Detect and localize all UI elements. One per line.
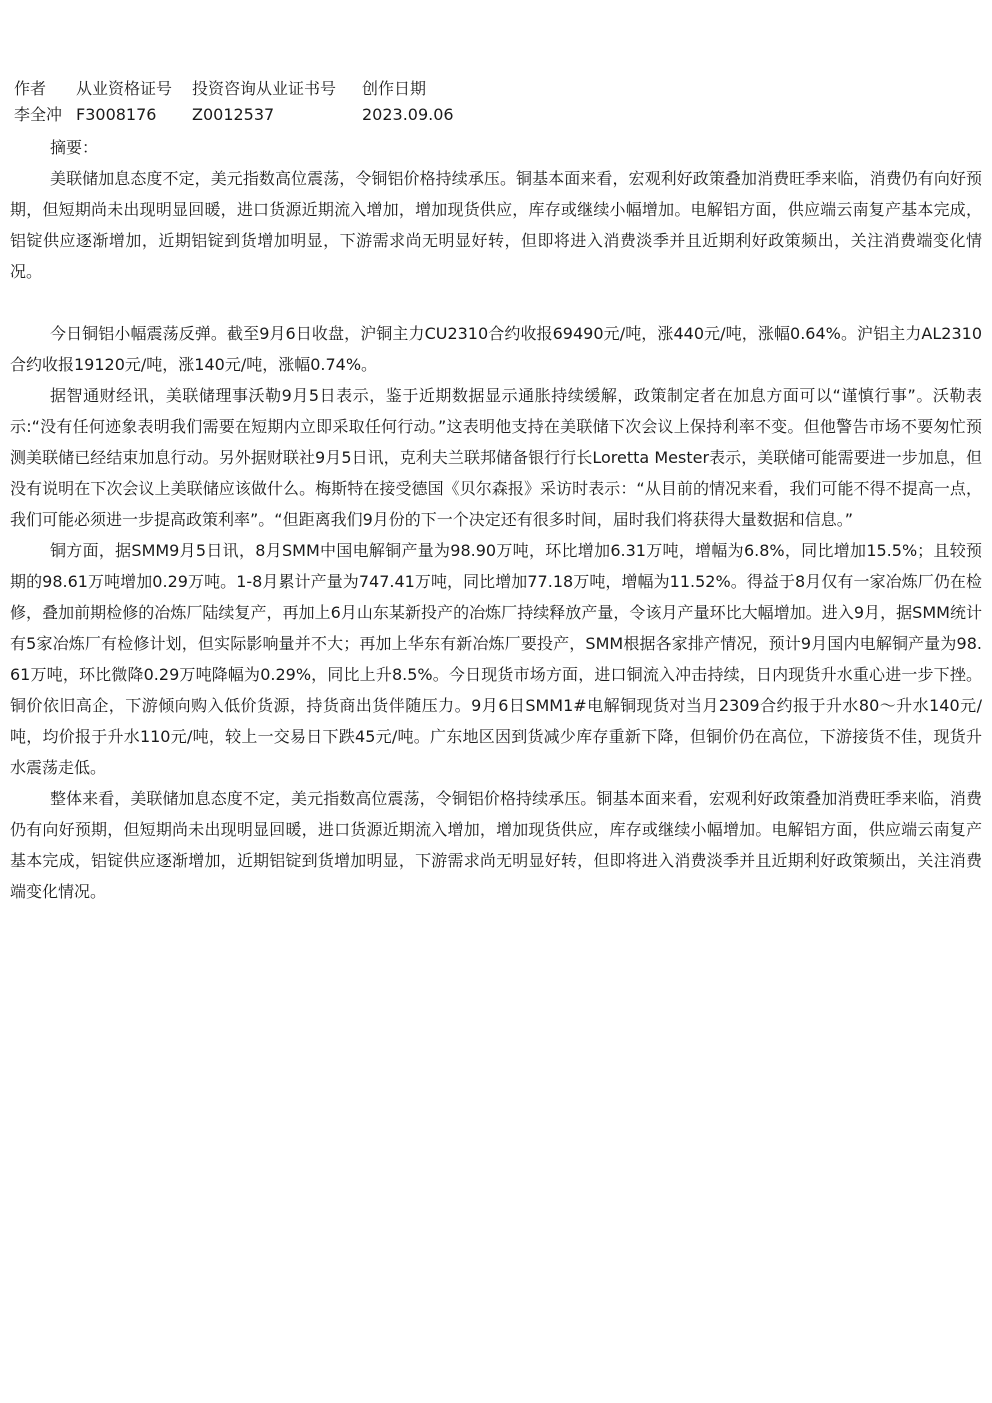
author-label: 作者	[14, 79, 47, 98]
qualification-number: F3008176	[76, 105, 157, 124]
advisory-certificate-label: 投资咨询从业证书号	[192, 79, 337, 98]
paragraph-spacer	[10, 287, 982, 318]
copper-paragraph: 铜方面，据SMM9月5日讯，8月SMM中国电解铜产量为98.90万吨，环比增加6.31万吨，增幅为6.8%，同比增加15.5%；且较预期的98.61万吨增加0.29万吨。1-8月累计产量为747.41万吨，同比增加77.18万吨，增幅为11.52%。得益于8月仅有一家冶炼厂仍在检修，叠加前期检修的冶炼厂陆续复产，再加上6月山东某新投产的冶炼厂持续释放产量，令该月产量环比大幅增加。进入9月，据SMM统计有5家冶炼厂有检修计划，但实际影响量并不大；再加上华东有新冶炼厂要投产，SMM根据各家排产情况，预计9月国内电解铜产量为98.61万吨，环比微降0.29万吨降幅为0.29%，同比上升8.5%。今日现货市场方面，进口铜流入冲击持续，日内现货升水重心进一步下挫。铜价依旧高企，下游倾向购入低价货源，持货商出货伴随压力。9月6日SMM1#电解铜现货对当月2309合约报于升水80～升水140元/吨，均价报于升水110元/吨，较上一交易日下跌45元/吨。广东地区因到货减少库存重新下降，但铜价仍在高位，下游接货不佳，现货升水震荡走低。	[10, 541, 982, 777]
summary-paragraph: 美联储加息态度不定，美元指数高位震荡，令铜铝价格持续承压。铜基本面来看，宏观利好政策叠加消费旺季来临，消费仍有向好预期，但短期尚未出现明显回暖，进口货源近期流入增加，增加现货供应，库存或继续小幅增加。电解铝方面，供应端云南复产基本完成，铝锭供应逐渐增加，近期铝锭到货增加明显，下游需求尚无明显好转，但即将进入消费淡季并且近期利好政策频出，关注消费端变化情况。	[10, 169, 982, 281]
conclusion-paragraph: 整体来看，美联储加息态度不定，美元指数高位震荡，令铜铝价格持续承压。铜基本面来看，宏观利好政策叠加消费旺季来临，消费仍有向好预期，但短期尚未出现明显回暖，进口货源近期流入增加，增加现货供应，库存或继续小幅增加。电解铝方面，供应端云南复产基本完成，铝锭供应逐渐增加，近期铝锭到货增加明显，下游需求尚无明显好转，但即将进入消费淡季并且近期利好政策频出，关注消费端变化情况。	[10, 789, 982, 901]
qualification-number-label: 从业资格证号	[76, 79, 173, 98]
creation-date: 2023.09.06	[362, 105, 454, 124]
report-body	[10, 132, 982, 907]
market-close-paragraph: 今日铜铝小幅震荡反弹。截至9月6日收盘，沪铜主力CU2310合约收报69490元/吨，涨440元/吨，涨幅0.64%。沪铝主力AL2310合约收报19120元/吨，涨140元/吨，涨幅0.74%。	[10, 324, 982, 374]
fed-news-paragraph: 据智通财经讯，美联储理事沃勒9月5日表示，鉴于近期数据显示通胀持续缓解，政策制定者在加息方面可以“谨慎行事”。沃勒表示:“没有任何迹象表明我们需要在短期内立即采取任何行动。”这表明他支持在美联储下次会议上保持利率不变。但他警告市场不要匆忙预测美联储已经结束加息行动。另外据财联社9月5日讯，克利夫兰联邦储备银行行长Loretta Mester表示，美联储可能需要进一步加息，但没有说明在下次会议上美联储应该做什么。梅斯特在接受德国《贝尔森报》采访时表示：“从目前的情况来看，我们可能不得不提高一点，我们可能必须进一步提高政策利率”。“但距离我们9月份的下一个决定还有很多时间，届时我们将获得大量数据和信息。”	[10, 386, 982, 529]
author-name: 李全冲	[14, 105, 63, 124]
advisory-certificate-number: Z0012537	[192, 105, 275, 124]
summary-label: 摘要：	[50, 138, 99, 157]
creation-date-label: 创作日期	[362, 79, 427, 98]
